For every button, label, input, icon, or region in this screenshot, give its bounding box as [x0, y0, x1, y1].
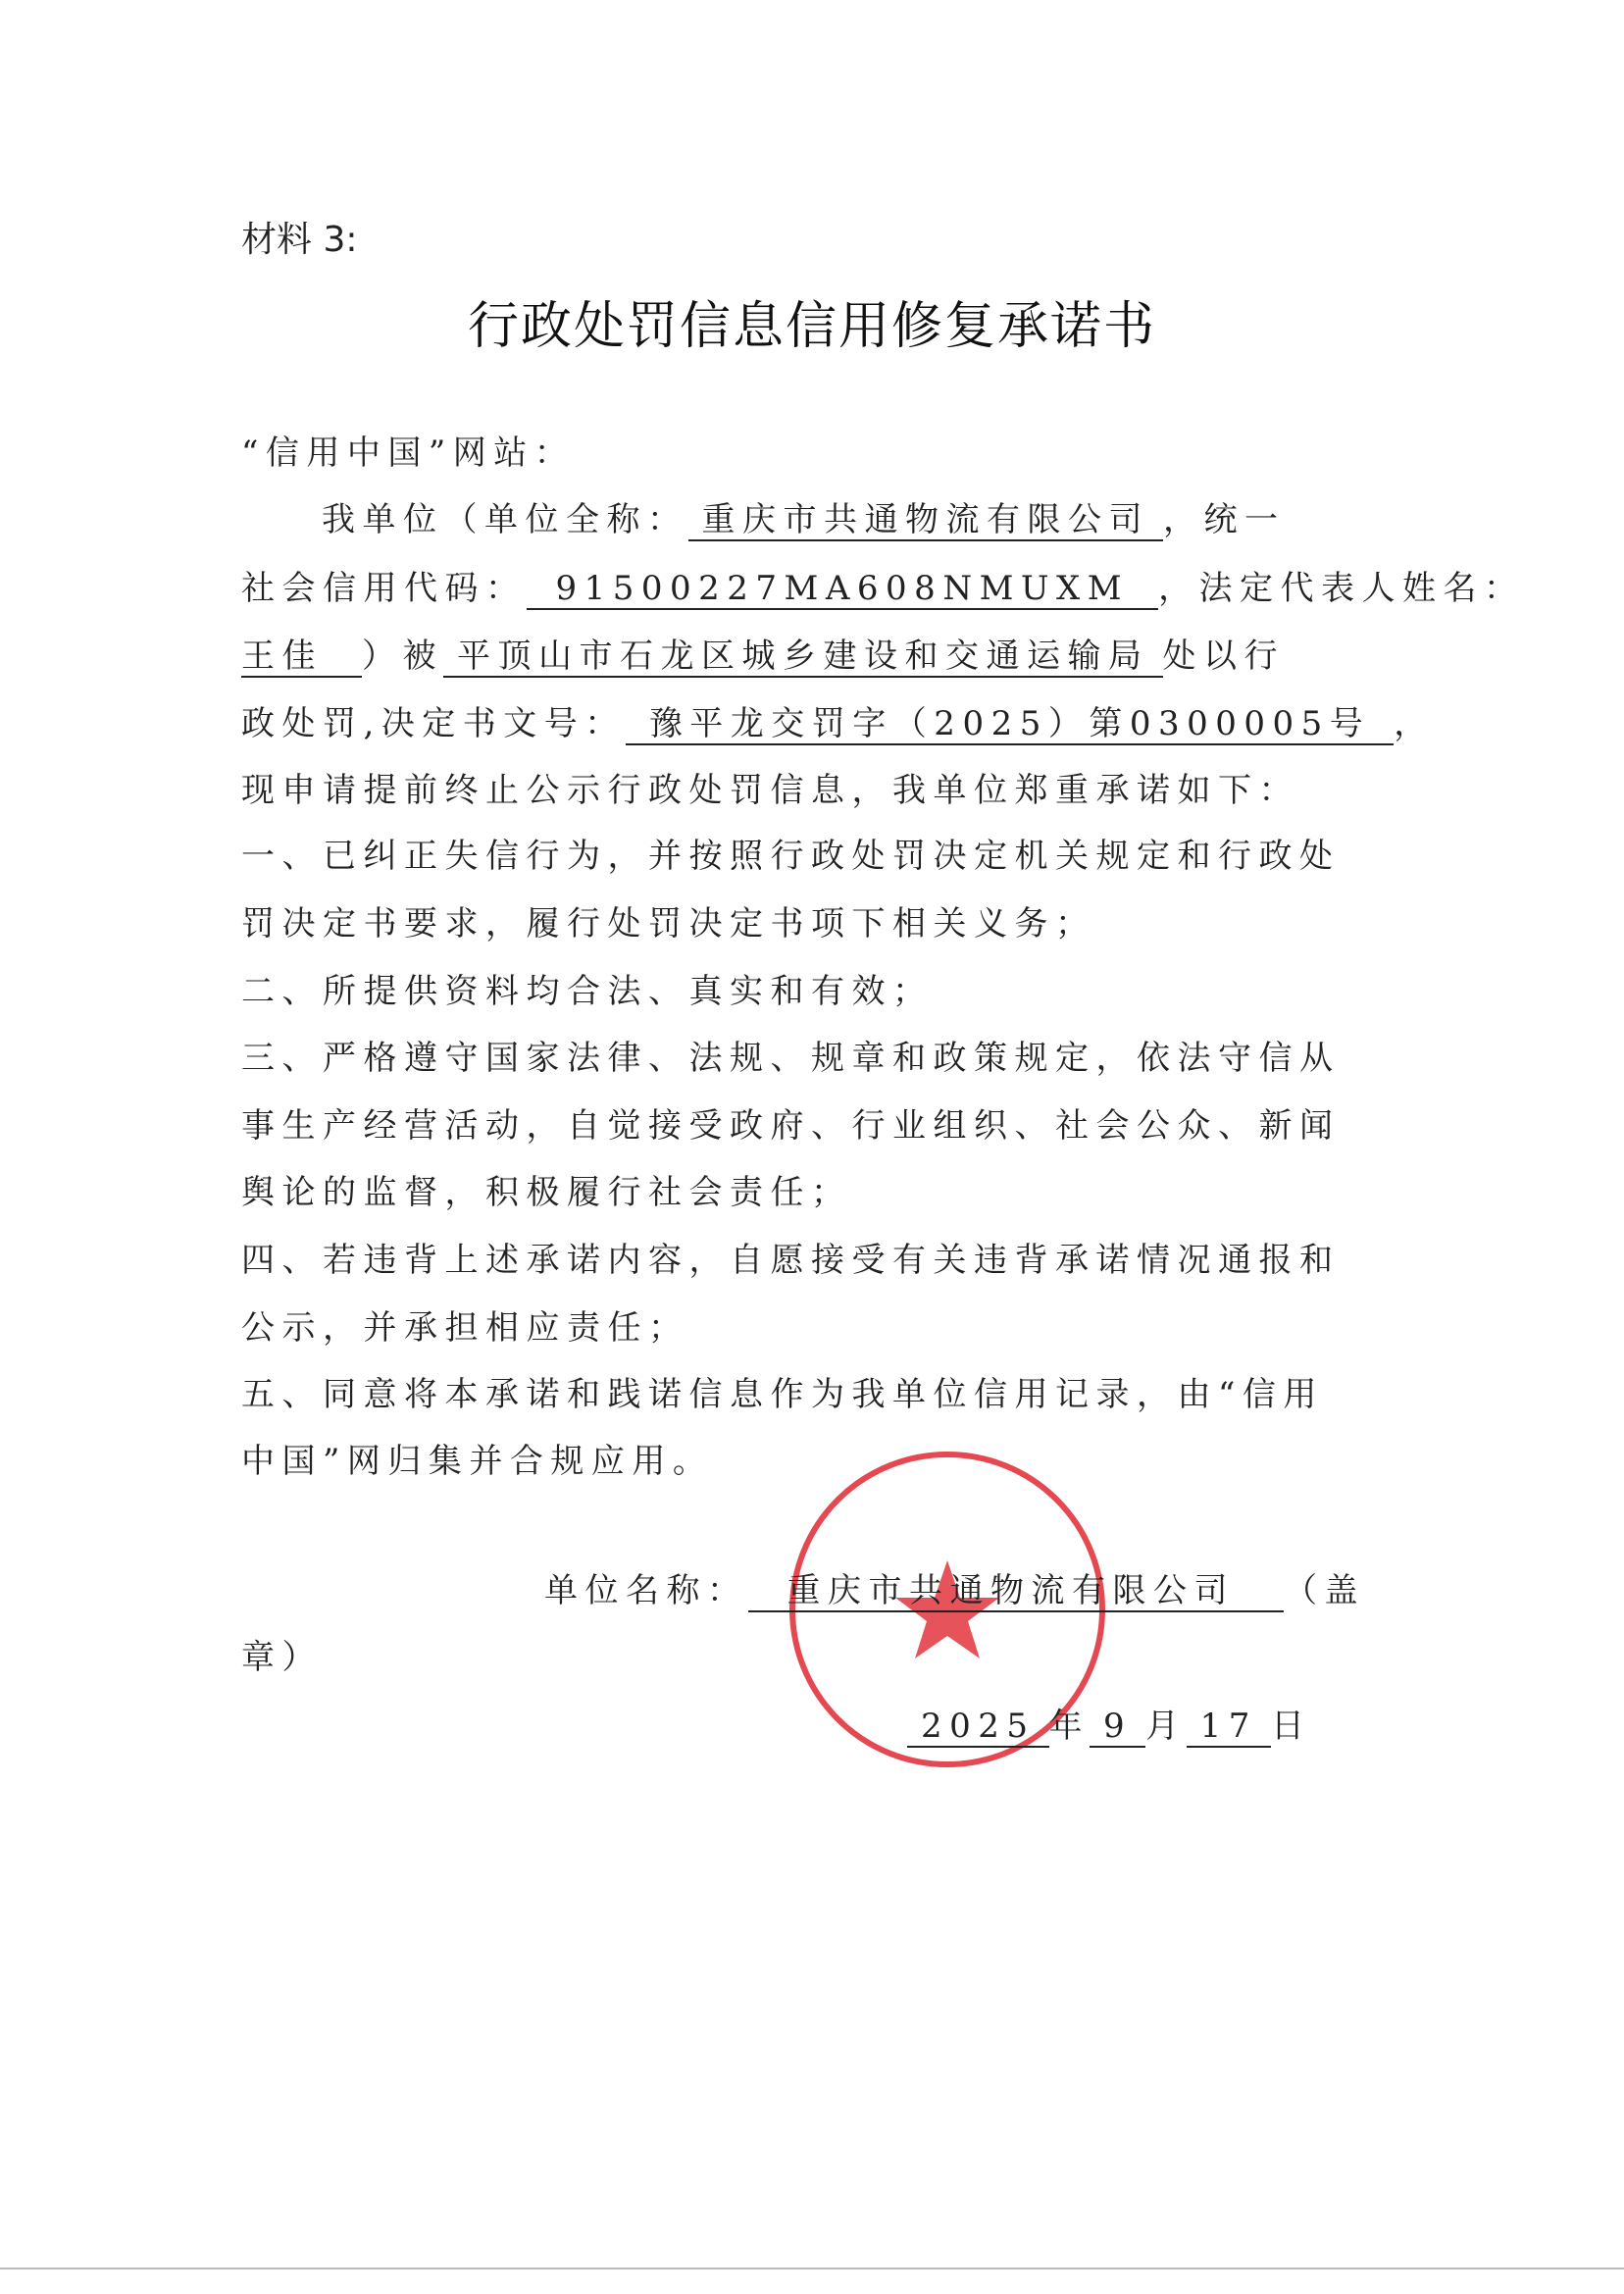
- material-label: 材料 3:: [241, 220, 358, 260]
- seal-note-cont: 章）: [241, 1638, 323, 1677]
- credit-code-field: 91500227MA608NMUXM: [527, 569, 1159, 610]
- text: 年: [1048, 1707, 1091, 1746]
- item-3-line-3: 舆论的监督，积极履行社会责任；: [241, 1173, 852, 1212]
- text: 社会信用代码：: [241, 569, 527, 608]
- intro-line-1: [322, 498, 1286, 541]
- date-day: 17: [1187, 1707, 1271, 1748]
- intro-line-4: [241, 702, 1435, 745]
- signature-label: 单位名称：: [544, 1571, 748, 1610]
- intro-line-5: 现申请提前终止公示行政处罚信息，我单位郑重承诺如下：: [241, 771, 1299, 810]
- date-month: 9: [1090, 1707, 1145, 1748]
- date-year: 2025: [907, 1707, 1049, 1748]
- item-3-line-1: 三、严格遵守国家法律、法规、规章和政策规定，依法守信从: [241, 1039, 1341, 1078]
- item-1-line-1: 一、已纠正失信行为，并按照行政处罚决定机关规定和行政处: [241, 837, 1341, 876]
- salutation: “信用中国”网站：: [241, 433, 576, 473]
- text: 日: [1270, 1707, 1312, 1746]
- item-4-line-2: 公示，并承担相应责任；: [241, 1308, 689, 1348]
- text: ，统一: [1163, 500, 1286, 539]
- page-edge: [0, 2268, 1624, 2269]
- authority-field: 平顶山市石龙区城乡建设和交通运输局: [443, 637, 1163, 678]
- text: ，法定代表人姓名：: [1158, 569, 1525, 608]
- item-2-line-1: 二、所提供资料均合法、真实和有效；: [241, 972, 934, 1011]
- item-5-line-1: 五、同意将本承诺和践诺信息作为我单位信用记录，由“信用: [241, 1375, 1324, 1414]
- seal-note: （盖: [1284, 1571, 1365, 1610]
- text: 政处罚,决定书文号：: [241, 704, 626, 743]
- item-1-line-2: 罚决定书要求，履行处罚决定书项下相关义务；: [241, 904, 1096, 943]
- item-5-line-2: 中国”网归集并合规应用。: [241, 1442, 714, 1481]
- text: ，: [1394, 704, 1435, 743]
- decision-number-field: 豫平龙交罚字（2025）第0300005号: [626, 704, 1394, 745]
- text: 处以行: [1162, 637, 1285, 676]
- signature-company: 重庆市共通物流有限公司: [748, 1571, 1285, 1612]
- company-name-field: 重庆市共通物流有限公司: [688, 500, 1164, 541]
- text: ）被: [362, 637, 443, 676]
- intro-line-3: [241, 635, 1285, 678]
- signature-line: [544, 1569, 1365, 1612]
- intro-line-2: [241, 567, 1525, 610]
- text: 我单位（单位全称：: [322, 500, 688, 539]
- date-line: [907, 1705, 1311, 1748]
- item-3-line-2: 事生产经营活动，自觉接受政府、行业组织、社会公众、新闻: [241, 1106, 1341, 1146]
- item-4-line-1: 四、若违背上述承诺内容，自愿接受有关违背承诺情况通报和: [241, 1241, 1341, 1280]
- document-title: 行政处罚信息信用修复承诺书: [467, 297, 1156, 356]
- text: 月: [1145, 1707, 1187, 1746]
- legal-rep-field: 王佳: [241, 637, 362, 678]
